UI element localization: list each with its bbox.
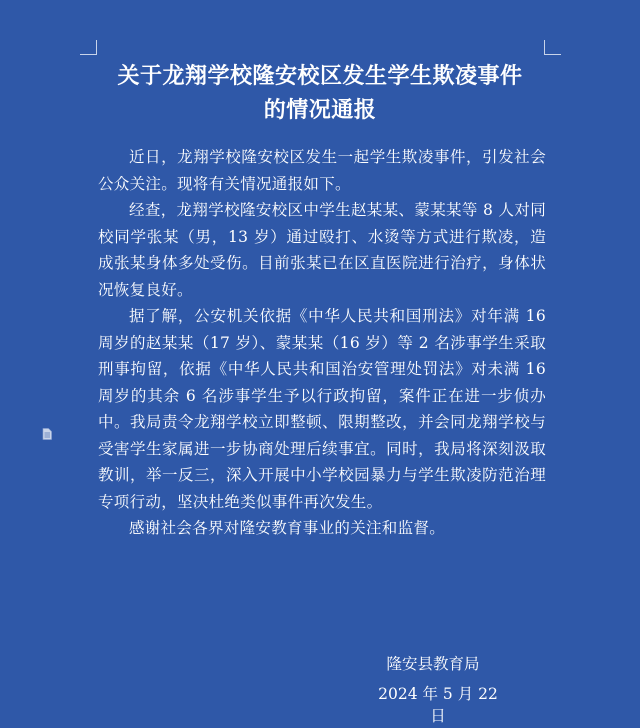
page-corner-marker-top-right: [544, 40, 561, 55]
page-corner-marker-top-left: [80, 40, 97, 55]
paragraph-thanks: 感谢社会各界对隆安教育事业的关注和监督。: [129, 519, 446, 537]
document-title-line-1: 关于龙翔学校隆安校区发生学生欺凌事件: [117, 64, 523, 89]
paragraph-intro: 近日，龙翔学校隆安校区发生一起学生欺凌事件，引发社会公众关注。现将有关情况通报如下。: [98, 148, 546, 193]
document-body: [98, 144, 546, 542]
paragraph-investigation: 经查，龙翔学校隆安校区中学生赵某某、蒙某某等 8 人对同校同学张某（男，13 岁）通过殴打、水烫等方式进行欺凌，造成张某身体多处受伤。目前张某已在区直医院进行治疗，身体状况恢复良好。: [98, 201, 546, 299]
signature-date: 2024 年 5 月 22 日: [378, 685, 498, 725]
signature-organization: 隆安县教育局: [386, 655, 480, 673]
document-icon: [42, 428, 52, 440]
paragraph-actions: 据了解，公安机关依据《中华人民共和国刑法》对年满 16 周岁的赵某某（17 岁）、蒙某某（16 岁）等 2 名涉事学生采取刑事拘留，依据《中华人民共和国治安管理处罚法》对未满 16 周岁的其余 6 名涉事学生予以行政拘留，案件正在进一步侦办中。我局责令龙翔学校立即整顿、限期整改，并会同龙翔学校与受害学生家属进一步协商处理后续事宜。同时，我局将深刻汲取教训，举一反三，深入开展中小学校园暴力与学生欺凌防范治理专项行动，坚决杜绝类似事件再次发生。: [98, 307, 546, 511]
document-title-line-2: 的情况通报: [263, 98, 377, 123]
